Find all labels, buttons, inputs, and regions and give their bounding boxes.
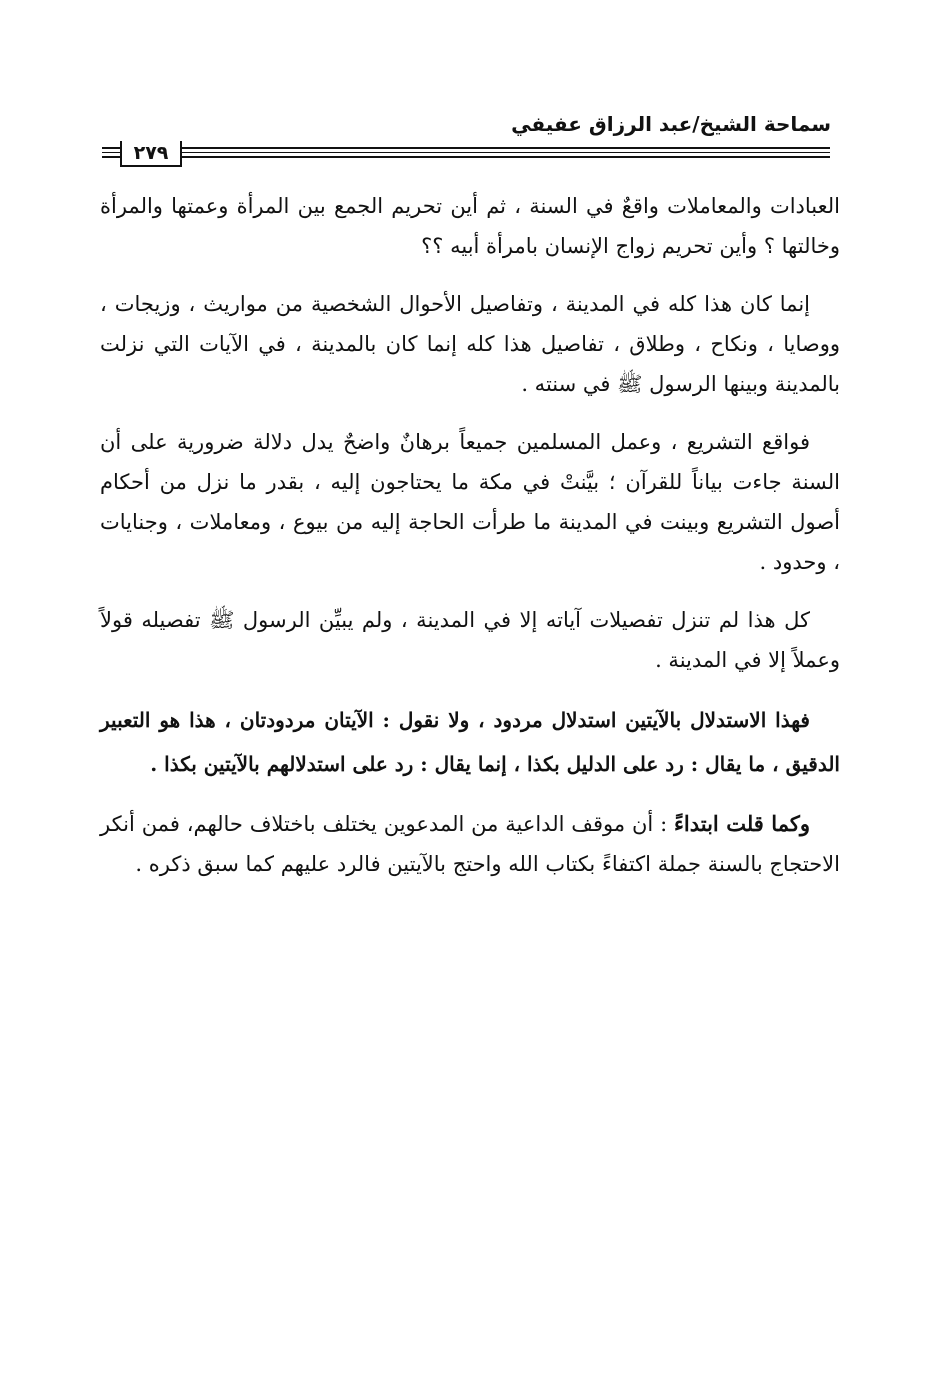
paragraph-6-rest: : أن موقف الداعية من المدعوين يختلف باختلاف حالهم، فمن أنكر الاحتجاج بالسنة جملة اكتفاءً بكتاب الله واحتج بالآيتين فالرد عليهم كما سبق ذكره . xyxy=(100,812,840,876)
paragraph-1: العبادات والمعاملات واقعٌ في السنة ، ثم أين تحريم الجمع بين المرأة وعمتها والمرأة وخالتها ؟ وأين تحريم زواج الإنسان بامرأة أبيه ؟؟ xyxy=(100,194,840,258)
header-rule xyxy=(102,141,830,175)
paragraph-5-bold: فهذا الاستدلال بالآيتين استدلال مردود ، ولا نقول : الآيتان مردودتان ، هذا هو التعبير الدقيق ، ما يقال : رد على الدليل بكذا ، إنما يقال : رد على استدلالهم بالآيتين بكذا . xyxy=(100,708,840,776)
paragraph-6-lead: وكما قلت ابتداءً xyxy=(674,811,810,836)
running-header-title: سماحة الشيخ/عبد الرزاق عفيفي xyxy=(511,112,831,136)
header-rule-lines xyxy=(102,147,830,157)
page-number: ٢٧٩ xyxy=(120,141,182,167)
paragraph-2: إنما كان هذا كله في المدينة ، وتفاصيل الأحوال الشخصية من مواريث ، وزيجات ، ووصايا ، ونكاح ، وطلاق ، تفاصيل هذا كله إنما كان بالمدينة ، في الآيات التي نزلت بالمدينة وبينها الرسول ﷺ في سنته . xyxy=(100,292,840,396)
body-text xyxy=(100,186,840,902)
paragraph-6 xyxy=(100,804,840,884)
paragraph-3: فواقع التشريع ، وعمل المسلمين جميعاً برهانٌ واضحٌ يدل دلالة ضرورية على أن السنة جاءت بياناً للقرآن ؛ بيَّنتْ في مكة ما يحتاجون إليه ، بقدر ما نزل من أحكام أصول التشريع وبينت في المدينة ما طرأت الحاجة إليه من بيوع ، ومعاملات ، وجنايات ، وحدود . xyxy=(100,430,840,574)
paragraph-4: كل هذا لم تنزل تفصيلات آياته إلا في المدينة ، ولم يبيِّن الرسول ﷺ تفصيله قولاً وعملاً إلا في المدينة . xyxy=(100,608,840,672)
